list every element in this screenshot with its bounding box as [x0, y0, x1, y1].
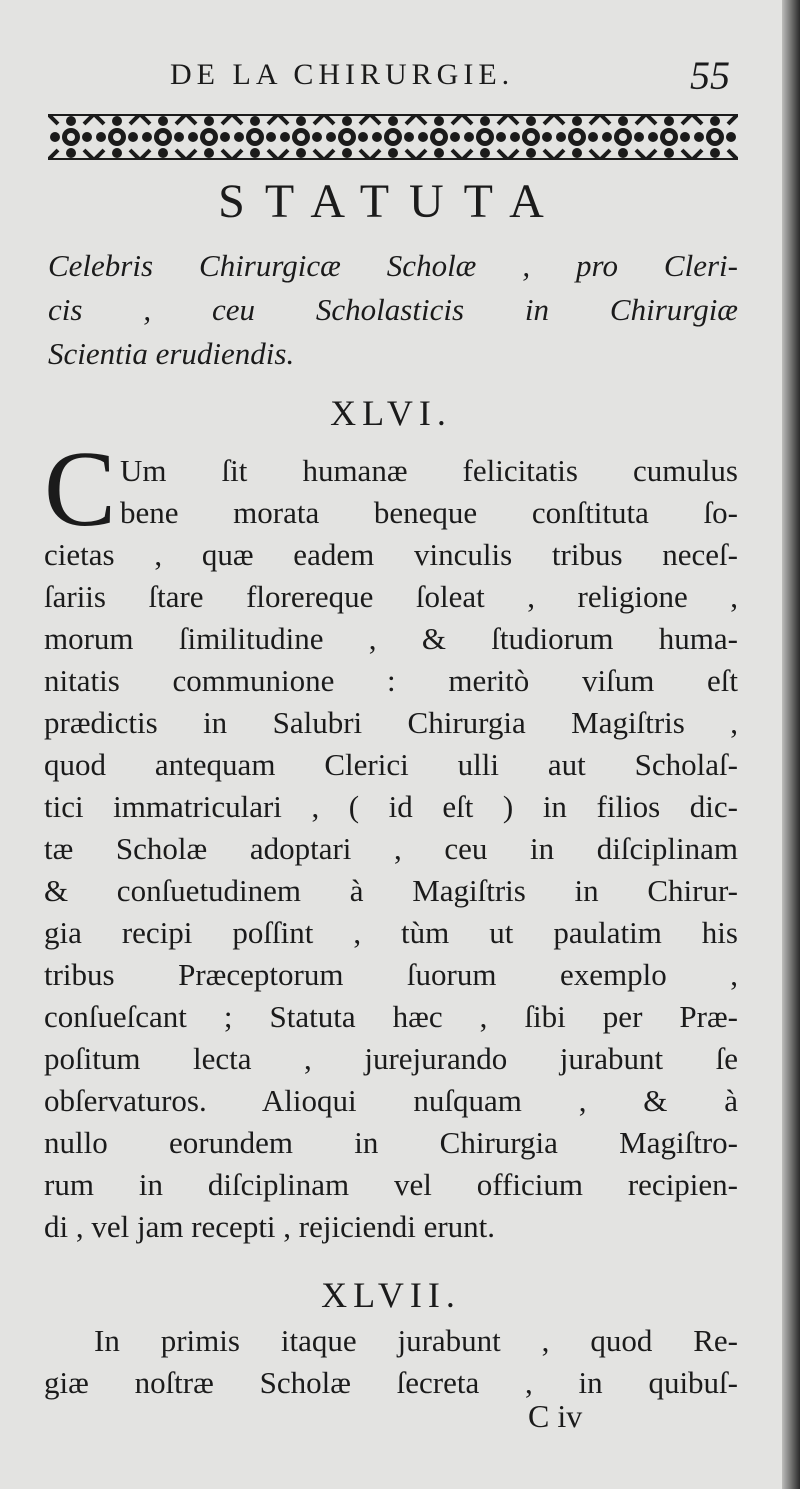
- text-line: Um ſit humanæ felicitatis cumulus: [120, 453, 738, 488]
- text-line: morum ſimilitudine , & ſtudiorum huma-: [44, 621, 738, 656]
- subtitle-line: cis , ceu Scholasticis in Chirurgiæ: [48, 292, 738, 327]
- paragraph: [44, 1320, 738, 1404]
- text-line: di , vel jam recepti , rejiciendi erunt.: [44, 1209, 496, 1244]
- subtitle-line: Celebris Chirurgicæ Scholæ , pro Cleri-: [48, 248, 738, 283]
- text-line: tæ Scholæ adoptari , ceu in diſciplinam: [44, 831, 738, 866]
- section-number: XLVII.: [321, 1275, 461, 1315]
- text-line: rum in diſciplinam vel officium recipien-: [44, 1167, 738, 1202]
- subtitle: [48, 244, 738, 376]
- text-line: ſariis ſtare florereque ſoleat , religione ,: [44, 579, 738, 614]
- text-line: gia recipi poſſint , tùm ut paulatim his: [44, 915, 738, 950]
- text-line: nullo eorundem in Chirurgia Magiſtro-: [44, 1125, 738, 1160]
- text-line: & conſuetudinem à Magiſtris in Chirur-: [44, 873, 738, 908]
- text-line: giæ noſtræ Scholæ ſecreta , in quibuſ-: [44, 1365, 738, 1400]
- text-line: nitatis communione : meritò viſum eſt: [44, 663, 738, 698]
- page-gutter: [782, 0, 800, 1489]
- decorative-ornament-band: [48, 114, 738, 160]
- signature-mark: C iv: [528, 1398, 583, 1434]
- text-line: prædictis in Salubri Chirurgia Magiſtris ,: [44, 705, 738, 740]
- page-number: 55: [690, 53, 730, 98]
- running-head: DE LA CHIRURGIE.: [170, 58, 515, 91]
- text-line: tribus Præceptorum ſuorum exemplo ,: [44, 957, 738, 992]
- page-header: [0, 52, 782, 102]
- drop-cap: C: [44, 430, 117, 549]
- paragraph: [44, 450, 738, 1248]
- text-line: obſervaturos. Alioqui nuſquam , & à: [44, 1083, 738, 1118]
- text-line: conſueſcant ; Statuta hæc , ſibi per Præ-: [44, 999, 738, 1034]
- subtitle-line: Scientia erudiendis.: [48, 336, 295, 371]
- text-line: quod antequam Clerici ulli aut Scholaſ-: [44, 747, 738, 782]
- text-line: tici immatriculari , ( id eſt ) in filios dic-: [44, 789, 738, 824]
- text-line: poſitum lecta , jurejurando jurabunt ſe: [44, 1041, 738, 1076]
- text-line: In primis itaque jurabunt , quod Re-: [94, 1323, 738, 1358]
- text-line: cietas , quæ eadem vinculis tribus neceſ-: [44, 537, 738, 572]
- section-number: XLVI.: [330, 393, 452, 433]
- page-title: STATUTA: [218, 175, 564, 228]
- text-line: bene morata beneque conſtituta ſo-: [120, 495, 738, 530]
